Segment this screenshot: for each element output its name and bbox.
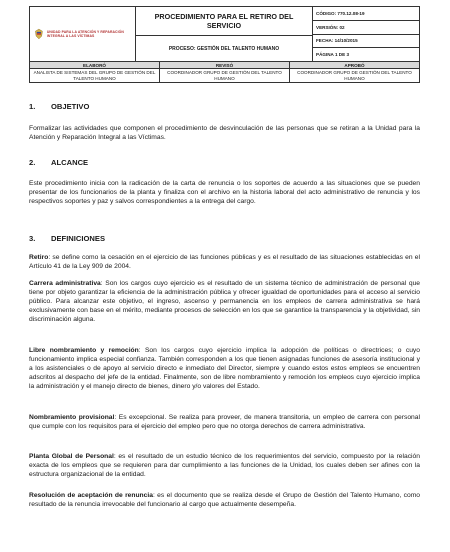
document-code: CÓDIGO: 770.12.08-19 bbox=[313, 7, 419, 21]
paragraph: Formalizar las actividades que componen el procedimiento de desvinculación de las personas que se retiran a la Unidad para la Atención y Reparación Integral a las Víctimas. bbox=[29, 125, 420, 141]
signature-role: APROBÓ bbox=[290, 62, 419, 69]
logo-text: UNIDAD PARA LA ATENCIÓN Y REPARACIÓN INTEGRAL A LAS VÍCTIMAS bbox=[46, 29, 124, 38]
section-alcance-body bbox=[29, 180, 420, 207]
definition-term: Retiro bbox=[29, 254, 49, 261]
definition-term: Nombramiento provisional bbox=[29, 414, 115, 421]
definition-text: : se define como la cesación en el ejercicio de las funciones públicas y es el resultado de las situaciones establecidas en el Artículo 41 de la Ley 909 de 2004. bbox=[29, 254, 420, 270]
definition-term: Libre nombramiento y remoción bbox=[29, 347, 139, 354]
section-heading: 2. ALCANCE bbox=[29, 158, 89, 167]
definition-resolucion bbox=[29, 492, 420, 510]
section-heading: 3. DEFINICIONES bbox=[29, 234, 106, 243]
page-number: PÁGINA 1 DE 3 bbox=[316, 52, 350, 58]
logo-cell bbox=[30, 7, 136, 61]
colombia-seal-icon bbox=[34, 26, 44, 42]
definition-provisional bbox=[29, 414, 420, 432]
definition-libre-nombramiento bbox=[29, 347, 420, 392]
definition-term: Resolución de aceptación de renuncia bbox=[29, 492, 153, 499]
signature-name: COORDINADOR GRUPO DE GESTIÓN DEL TALENTO HUMANO bbox=[297, 70, 412, 81]
definition-term: Carrera administrativa bbox=[29, 280, 101, 287]
process-name: PROCESO: GESTIÓN DEL TALENTO HUMANO bbox=[168, 45, 280, 52]
definition-text: : es el documento que se realiza desde el Grupo de Gestión del Talento Humano, como resultado de la renuncia irrevocable del funcionario al cargo que actualmente desempeña. bbox=[29, 492, 420, 508]
section-objetivo-body bbox=[29, 125, 420, 143]
document-date: FECHA: 14/10/2015 bbox=[313, 35, 419, 49]
definition-term: Planta Global de Personal bbox=[29, 453, 114, 460]
section-definiciones bbox=[29, 234, 420, 243]
document-version: VERSIÓN: 02 bbox=[313, 21, 419, 35]
definition-text: : Son los cargos cuyo ejercicio implica la adopción de políticas o directrices; o cuyo funcionamiento implica especial confianza. También corresponden a los que tienen asignadas funciones de asesoría institucional y a los asistenciales o de apoyo al servicio directo e inmediato del Director, siempre y cuando estos estos empleos se encuentren adscritos al despacho del jefe de la entidad. Finalmente, son de libre nombramiento y remoción los empleos cuyo ejercicio implica la administración y el manejo directo de bienes, dinero y/o valores del Estado. bbox=[29, 347, 420, 390]
definition-text: : es el resultado de un estudio técnico de los requerimientos del servicio, compuesto por la relación exacta de los empleos que se requieren para dar cumplimiento a las funciones de la Unidad, los cuales deben ser afines con la estructura organizacional de la entidad. bbox=[29, 453, 420, 478]
signature-role: ELABORÓ bbox=[30, 62, 159, 69]
definition-carrera bbox=[29, 280, 420, 325]
signature-role: REVISÓ bbox=[160, 62, 289, 69]
document-title: PROCEDIMIENTO PARA EL RETIRO DEL SERVICIO bbox=[136, 7, 312, 36]
section-alcance bbox=[29, 158, 420, 167]
definition-retiro bbox=[29, 254, 420, 272]
signature-name: COORDINADOR GRUPO DE GESTIÓN DEL TALENTO HUMANO bbox=[167, 70, 282, 81]
section-objetivo bbox=[29, 102, 420, 111]
definition-text: : Son los cargos cuyo ejercicio es el resultado de un sistema técnico de administración de personal que tiene por objeto garantizar la eficiencia de la administración pública y ofrecer igualdad de oportunidades para el acceso al servicio público. Para alcanzar este objetivo, el ingreso, ascenso y permanencia en los empleos de carrera administrativa se hará exclusivamente con base en el mérito, mediante procesos de selección en los que se garantice la transparencia y la objetividad, sin discriminación alguna. bbox=[29, 280, 421, 323]
definition-text: : Es excepcional. Se realiza para proveer, de manera transitoria, un empleo de carrera con personal que cumple con los requisitos para el ejercicio del empleo pero que no otorga derechos de carrera administrativa. bbox=[29, 414, 420, 430]
definition-planta-global bbox=[29, 453, 420, 480]
signature-row bbox=[30, 61, 419, 82]
document-header-table bbox=[29, 6, 420, 83]
signature-name: ANALISTA DE SISTEMAS DEL GRUPO DE GESTIÓN DEL TALENTO HUMANO bbox=[33, 70, 156, 81]
section-heading: 1. OBJETIVO bbox=[29, 102, 90, 111]
paragraph: Este procedimiento inicia con la radicación de la carta de renuncia o los soportes de acuerdo a las situaciones que se pueden presentar de los funcionarios de la planta y finaliza con el archivo en la historia laboral del acto administrativo de renuncia y los respectivos soportes y paz y salvos correspondientes a la entrega del cargo. bbox=[29, 180, 420, 205]
